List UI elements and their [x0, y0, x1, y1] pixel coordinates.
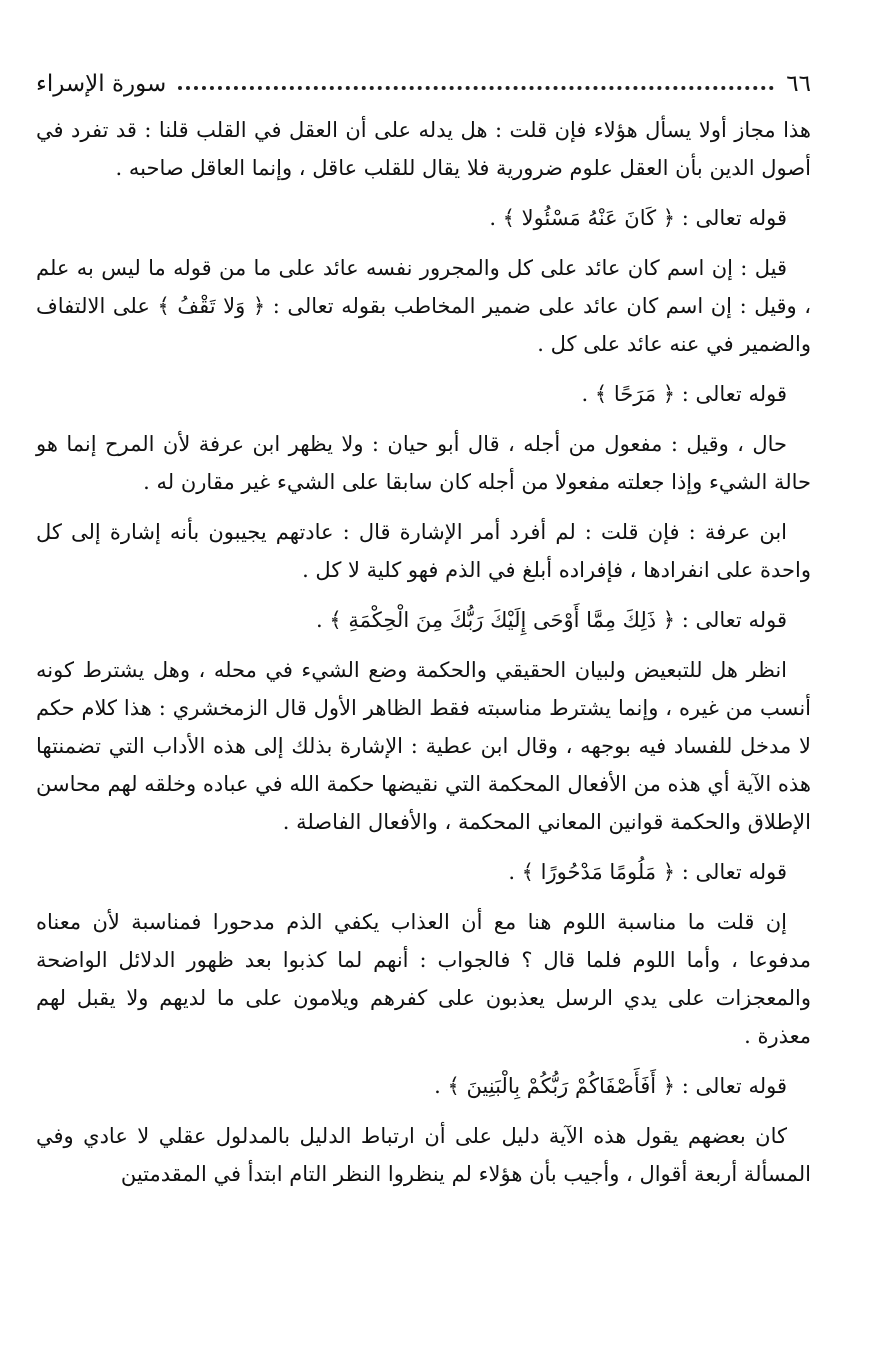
- verse-heading-masool: قوله تعالى : ﴿ كَانَ عَنْهُ مَسْئُولا ﴾ .: [489, 206, 787, 230]
- paragraph-commentary: ابن عرفة : فإن قلت : لم أفرد أمر الإشارة قال : عادتهم يجيبون بأنه إشارة إلى كل واحدة على انفرادها ، فإفراده أبلغ في الذم فهو كلية لا كل .: [36, 520, 811, 582]
- page-header: [36, 64, 811, 104]
- paragraph-intro: هذا مجاز أولا يسأل هؤلاء فإن قلت : هل يدله على أن العقل في القلب قلنا : قد تفرد في أصول الدين بأن العقل علوم ضرورية فلا يقال للقلب عاقل ، وإنما العاقل صاحبه .: [36, 118, 811, 180]
- verse-heading-malooman: قوله تعالى : ﴿ مَلُومًا مَدْحُورًا ﴾ .: [508, 860, 787, 884]
- verse-heading-afaasfakum: قوله تعالى : ﴿ أَفَأَصْفَاكُمْ رَبُّكُمْ بِالْبَنِينَ ﴾ .: [434, 1074, 787, 1098]
- paragraph-commentary: إن قلت ما مناسبة اللوم هنا مع أن العذاب يكفي الذم مدحورا فمناسبة لأن معناه مدفوعا ، وأما اللوم فلما قال ؟ فالجواب : أنهم لما كذبوا بعد ظهور الدلائل الواضحة والمعجزات على يدي الرسل يعذبون على كفرهم ويلامون على ما لديهم ولا يقبل لهم معذرة .: [36, 910, 811, 1048]
- header-dotted-leader: [178, 86, 774, 90]
- paragraph-commentary: انظر هل للتبعيض ولبيان الحقيقي والحكمة وضع الشيء في محله ، وهل يشترط كونه أنسب من غيره ، وإنما يشترط مناسبته فقط الظاهر الأول قال الزمخشري : هذا كلام حكم لا مدخل للفساد فيه بوجهه ، وقال ابن عطية : الإشارة بذلك إلى هذه الأداب التي تضمنتها هذه الآية أي هذه من الأفعال المحكمة التي نقيضها حكمة الله في عباده وخلقه لهم محاسن الإطلاق والحكمة قوانين المعاني المحكمة ، والأفعال الفاصلة .: [36, 658, 811, 834]
- paragraph-commentary: حال ، وقيل : مفعول من أجله ، قال أبو حيان : ولا يظهر ابن عرفة لأن المرح إنما هو حالة الشيء وإذا جعلته مفعولا من أجله كان سابقا على الشيء غير مقارن له .: [36, 432, 811, 494]
- page-body: [36, 111, 811, 1205]
- paragraph-commentary: كان بعضهم يقول هذه الآية دليل على أن ارتباط الدليل بالمدلول عقلي لا عادي وفي المسألة أربعة أقوال ، وأجيب بأن هؤلاء لم ينظروا النظر التام ابتدأ في المقدمتين: [36, 1124, 811, 1186]
- page-number: ٦٦: [786, 71, 811, 97]
- surah-title: سورة الإسراء: [36, 71, 167, 97]
- paragraph-commentary: قيل : إن اسم كان عائد على كل والمجرور نفسه عائد على ما من قوله ما ليس به علم ، وقيل : إن اسم كان عائد على ضمير المخاطب بقوله تعالى : ﴿ وَلا تَقْفُ ﴾ على الالتفاف والضمير في عنه عائد على كل .: [36, 256, 811, 356]
- verse-heading-marahan: قوله تعالى : ﴿ مَرَحًا ﴾ .: [581, 382, 787, 406]
- verse-heading-hikmah: قوله تعالى : ﴿ ذَلِكَ مِمَّا أَوْحَى إِلَيْكَ رَبُّكَ مِنَ الْحِكْمَةِ ﴾ .: [316, 608, 787, 632]
